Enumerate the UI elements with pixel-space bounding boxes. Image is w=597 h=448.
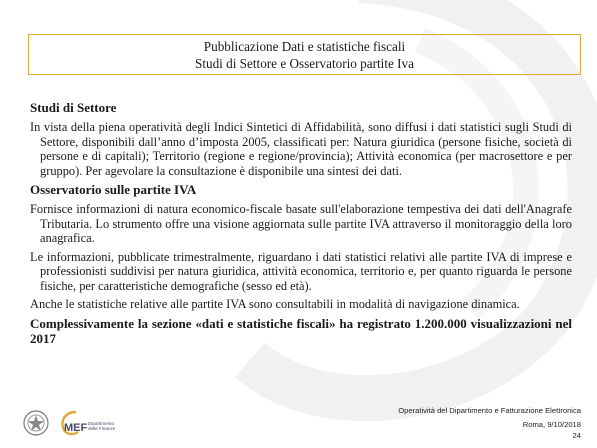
slide-title-box: [28, 34, 581, 75]
italian-republic-emblem-icon: [22, 408, 50, 438]
mef-logo-text: MEF: [64, 422, 88, 434]
footer-date: Roma, 9/10/2018: [522, 420, 581, 429]
footer-info: [398, 405, 581, 441]
department-line1: Dipartimento: [88, 421, 115, 426]
studi-paragraph: In vista della piena operatività degli Indici Sintetici di Affidabilità, sono diffusi i dati statistici sugli Studi di Settore, disponibili dall’anno d’imposta 2005, classificati per: Natura giuridica (persone fisiche, società di persone e di capitali); Territorio (regione e regione/provincia); Attività economica (per macrosettore e per gruppo). Per agevolare la consultazione è disponibile una sintesi dei dati.: [30, 120, 572, 178]
osservatorio-paragraph-3: Anche le statistiche relative alle partite IVA sono consultabili in modalità di navigazione dinamica.: [30, 297, 520, 311]
section-heading-studi: Studi di Settore: [30, 100, 117, 115]
page-number: 24: [572, 431, 581, 440]
osservatorio-paragraph-1: Fornisce informazioni di natura economico-fiscale basate sull'elaborazione tempestiva dei dati dell'Anagrafe Tributaria. Lo strumento offre una visione aggiornata sulle partite IVA attraverso il monitoraggio della loro anagrafica.: [30, 202, 572, 245]
slide-title-line1: Pubblicazione Dati e statistiche fiscali: [203, 39, 406, 54]
section-heading-osservatorio: Osservatorio sulle partite IVA: [30, 182, 197, 197]
slide-title-line2: Studi di Settore e Osservatorio partite Iva: [194, 56, 414, 71]
slide-content: [30, 100, 572, 346]
department-line2: delle Finanze: [88, 426, 116, 432]
summary-statement: Complessivamente la sezione «dati e statistiche fiscali» ha registrato 1.200.000 visualizzazioni nel 2017: [30, 315, 572, 346]
osservatorio-paragraph-2: Le informazioni, pubblicate trimestralmente, riguardano i dati statistici relativi alle partite IVA di imprese e professionisti suddivisi per natura giuridica, attività economica, territorio e, per quanto riguarda le persone fisiche, per caratteristiche demografiche (sesso ed età).: [30, 249, 572, 293]
footer-subtitle: Operatività del Dipartimento e Fatturazione Elettronica: [398, 406, 581, 415]
department-label: [88, 421, 122, 432]
